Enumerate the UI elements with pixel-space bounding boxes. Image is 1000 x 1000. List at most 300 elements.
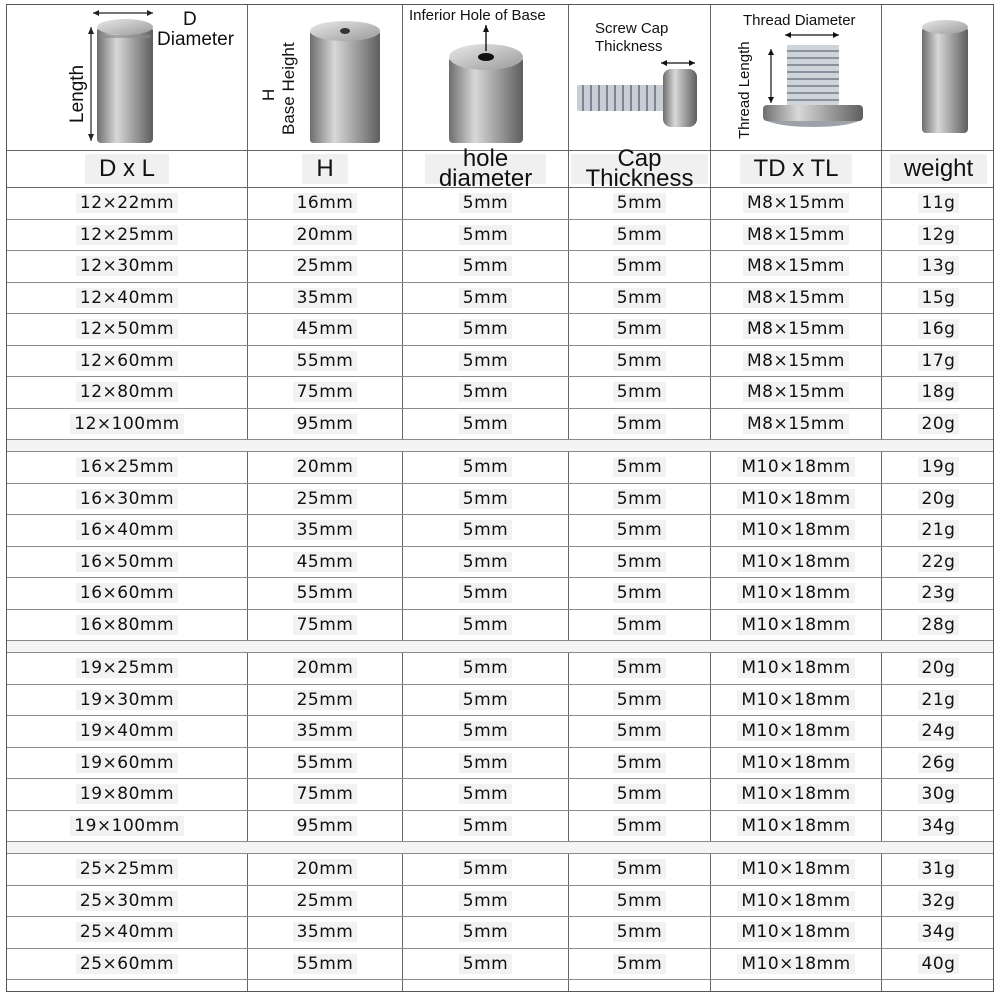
- weight-cell: [882, 346, 995, 377]
- cap-thickness-cell: [569, 377, 710, 408]
- header-cap-thickness: Cap Thickness: [569, 151, 710, 187]
- base-height-diagram: [248, 5, 402, 149]
- size-cell: [7, 653, 247, 684]
- thread-cell-text: M8×15mm: [743, 256, 849, 276]
- base-height-cell-text: 25mm: [293, 690, 358, 710]
- group-separator: [7, 842, 993, 854]
- table-row: [7, 547, 993, 579]
- thread-cell: [711, 886, 881, 917]
- cap-thickness-cell: [569, 346, 710, 377]
- table-row: [7, 515, 993, 547]
- base-height-cell-text: 35mm: [293, 721, 358, 741]
- thread-cell: [711, 917, 881, 948]
- size-cell-text: 25×40mm: [76, 922, 178, 942]
- hole-diameter-cell: [403, 377, 568, 408]
- base-height-cell: [248, 188, 402, 219]
- cap-thickness-cell-text: 5mm: [613, 922, 666, 942]
- cap-thickness-cell-text: 5mm: [613, 351, 666, 371]
- cap-thickness-cell-text: 5mm: [613, 615, 666, 635]
- hole-diameter-cell: [403, 748, 568, 779]
- weight-cell-text: 12g: [918, 225, 960, 245]
- size-cell: [7, 283, 247, 314]
- weight-cell: [882, 917, 995, 948]
- base-height-cell-text: 35mm: [293, 288, 358, 308]
- weight-cell: [882, 452, 995, 483]
- cap-thickness-cell-text: 5mm: [613, 658, 666, 678]
- header-tdtl: TD x TL: [711, 151, 881, 187]
- cap-thickness-cell: [569, 515, 710, 546]
- hole-diameter-cell-text: 5mm: [459, 489, 512, 509]
- base-height-cell: [248, 484, 402, 515]
- thread-cell: [711, 377, 881, 408]
- thread-cell: [711, 220, 881, 251]
- table-row: [7, 716, 993, 748]
- cap-thickness-cell: [569, 188, 710, 219]
- base-height-cell-text: 20mm: [293, 457, 358, 477]
- group-separator: [7, 440, 993, 452]
- table-row: [7, 377, 993, 409]
- table-row: [7, 251, 993, 283]
- size-cell-text: 16×80mm: [76, 615, 178, 635]
- thread-cell: [711, 188, 881, 219]
- size-cell-text: 12×40mm: [76, 288, 178, 308]
- size-cell-text: 12×25mm: [76, 225, 178, 245]
- cap-thickness-cell: [569, 854, 710, 885]
- thread-cell: [711, 610, 881, 641]
- weight-cell-text: 13g: [918, 256, 960, 276]
- cap-thickness-cell-text: 5mm: [613, 288, 666, 308]
- weight-cell: [882, 685, 995, 716]
- table-row: [7, 779, 993, 811]
- weight-cell: [882, 886, 995, 917]
- weight-cell-text: 21g: [918, 690, 960, 710]
- hole-diameter-cell-text: 5mm: [459, 721, 512, 741]
- base-height-cell: [248, 685, 402, 716]
- hole-diameter-cell-text: 5mm: [459, 690, 512, 710]
- thread-cell: [711, 515, 881, 546]
- thread-cell: [711, 547, 881, 578]
- d-label: D: [183, 9, 197, 30]
- base-height-cell: [248, 886, 402, 917]
- thread-cell: [711, 409, 881, 440]
- hole-diameter-cell: [403, 610, 568, 641]
- thread-cell: [711, 653, 881, 684]
- thread-diagram: [711, 5, 881, 149]
- thread-cell-text: M10×18mm: [737, 721, 854, 741]
- size-cell-text: 19×60mm: [76, 753, 178, 773]
- table-row: [7, 484, 993, 516]
- cap-thickness-cell: [569, 314, 710, 345]
- size-cell: [7, 917, 247, 948]
- weight-cell-text: 19g: [918, 457, 960, 477]
- cap-thickness-cell-text: 5mm: [613, 193, 666, 213]
- screw-cap-label: Screw Cap: [595, 20, 669, 37]
- hole-diameter-cell-text: 5mm: [459, 457, 512, 477]
- hole-diameter-cell: [403, 854, 568, 885]
- size-cell: [7, 610, 247, 641]
- standoff-illustration: [7, 5, 247, 149]
- base-height-cell-text: 45mm: [293, 319, 358, 339]
- base-illustration: [248, 5, 402, 149]
- base-height-cell-text: 95mm: [293, 414, 358, 434]
- base-height-cell: [248, 251, 402, 282]
- size-cell: [7, 811, 247, 842]
- weight-cell: [882, 547, 995, 578]
- thread-illustration: [711, 5, 881, 149]
- size-cell-text: 12×22mm: [76, 193, 178, 213]
- thread-length-label: Thread Length: [736, 41, 753, 139]
- weight-cell-text: 40g: [918, 954, 960, 974]
- spec-sheet: [6, 4, 994, 992]
- table-row: [7, 220, 993, 252]
- table-row: [7, 610, 993, 642]
- weight-cell: [882, 653, 995, 684]
- hole-diameter-cell-text: 5mm: [459, 552, 512, 572]
- thread-cell-text: M10×18mm: [737, 520, 854, 540]
- weight-cell-text: 20g: [918, 414, 960, 434]
- base-height-cell-text: 55mm: [293, 583, 358, 603]
- base-height-cell: [248, 547, 402, 578]
- weight-cell-text: 17g: [918, 351, 960, 371]
- weight-cell-text: 34g: [918, 816, 960, 836]
- thread-cell: [711, 685, 881, 716]
- thread-cell-text: M10×18mm: [737, 859, 854, 879]
- weight-cell: [882, 748, 995, 779]
- cap-thickness-cell-text: 5mm: [613, 891, 666, 911]
- weight-cell-text: 21g: [918, 520, 960, 540]
- weight-cell: [882, 716, 995, 747]
- cap-thickness-cell: [569, 283, 710, 314]
- hole-diameter-cell-text: 5mm: [459, 288, 512, 308]
- thread-cell-text: M10×18mm: [737, 658, 854, 678]
- size-cell: [7, 314, 247, 345]
- hole-diameter-cell-text: 5mm: [459, 615, 512, 635]
- size-cell-text: 12×60mm: [76, 351, 178, 371]
- size-cell: [7, 346, 247, 377]
- thread-cell-text: M8×15mm: [743, 225, 849, 245]
- thread-cell-text: M8×15mm: [743, 193, 849, 213]
- table-row: [7, 886, 993, 918]
- weight-cell-text: 32g: [918, 891, 960, 911]
- thread-cell-text: M10×18mm: [737, 457, 854, 477]
- hole-diameter-cell: [403, 949, 568, 980]
- hole-diameter-cell: [403, 188, 568, 219]
- hole-diameter-cell: [403, 685, 568, 716]
- size-cell: [7, 685, 247, 716]
- base-height-cell: [248, 283, 402, 314]
- size-cell-text: 16×40mm: [76, 520, 178, 540]
- cap-thickness-cell: [569, 949, 710, 980]
- size-cell-text: 19×40mm: [76, 721, 178, 741]
- hole-diameter-cell-text: 5mm: [459, 859, 512, 879]
- hole-illustration: [403, 5, 568, 149]
- hole-diameter-cell-text: 5mm: [459, 351, 512, 371]
- hole-diameter-cell: [403, 547, 568, 578]
- weight-cell-text: 31g: [918, 859, 960, 879]
- hole-diameter-cell-text: 5mm: [459, 922, 512, 942]
- hole-diameter-cell: [403, 220, 568, 251]
- table-row: [7, 346, 993, 378]
- cap-thickness-cell-text: 5mm: [613, 414, 666, 434]
- thread-cell: [711, 283, 881, 314]
- cap-thickness-cell-text: 5mm: [613, 690, 666, 710]
- thread-diameter-label: Thread Diameter: [743, 12, 856, 29]
- base-height-cell: [248, 610, 402, 641]
- base-height-cell-text: 55mm: [293, 753, 358, 773]
- size-cell: [7, 484, 247, 515]
- cap-thickness-cell: [569, 547, 710, 578]
- size-cell-text: 16×25mm: [76, 457, 178, 477]
- size-cell: [7, 251, 247, 282]
- weight-cell: [882, 484, 995, 515]
- thread-cell: [711, 811, 881, 842]
- weight-cell-text: 20g: [918, 658, 960, 678]
- cap-thickness-cell-text: 5mm: [613, 552, 666, 572]
- table-row: [7, 653, 993, 685]
- cap-thickness-cell-text: 5mm: [613, 859, 666, 879]
- header-dxl: D x L: [7, 151, 247, 187]
- weight-cell: [882, 188, 995, 219]
- size-cell: [7, 949, 247, 980]
- weight-cell: [882, 409, 995, 440]
- cap-thickness-cell-text: 5mm: [613, 784, 666, 804]
- table-row: [7, 685, 993, 717]
- weight-cell-text: 16g: [918, 319, 960, 339]
- cap-thickness-cell-text: 5mm: [613, 954, 666, 974]
- size-cell-text: 19×100mm: [70, 816, 183, 836]
- base-height-cell-text: 20mm: [293, 225, 358, 245]
- cap-thickness-cell: [569, 610, 710, 641]
- hole-diameter-cell-text: 5mm: [459, 414, 512, 434]
- size-cell-text: 16×30mm: [76, 489, 178, 509]
- table-row: [7, 748, 993, 780]
- size-cell-text: 25×25mm: [76, 859, 178, 879]
- base-height-cell-text: 55mm: [293, 351, 358, 371]
- thread-cell-text: M10×18mm: [737, 552, 854, 572]
- hole-diameter-cell-text: 5mm: [459, 520, 512, 540]
- cap-thickness-cell: [569, 779, 710, 810]
- base-height-cell-text: 16mm: [293, 193, 358, 213]
- cap-thickness-cell-text: 5mm: [613, 753, 666, 773]
- hole-diameter-cell-text: 5mm: [459, 658, 512, 678]
- hole-diagram: [403, 5, 568, 149]
- thread-cell-text: M10×18mm: [737, 583, 854, 603]
- cap-thickness-cell-text: 5mm: [613, 520, 666, 540]
- base-height-cell: [248, 779, 402, 810]
- base-height-cell-text: 25mm: [293, 891, 358, 911]
- weight-cell-text: 24g: [918, 721, 960, 741]
- size-cell: [7, 452, 247, 483]
- weight-cell: [882, 578, 995, 609]
- weight-cell: [882, 854, 995, 885]
- table-row: [7, 452, 993, 484]
- thread-cell: [711, 346, 881, 377]
- weight-cell: [882, 515, 995, 546]
- thread-cell-text: M8×15mm: [743, 319, 849, 339]
- base-height-cell-text: 55mm: [293, 954, 358, 974]
- cap-thickness-cell-text: 5mm: [613, 721, 666, 741]
- cap-thickness-cell-text: 5mm: [613, 816, 666, 836]
- hole-diameter-cell-text: 5mm: [459, 225, 512, 245]
- cap-thickness-cell: [569, 748, 710, 779]
- thread-cell: [711, 578, 881, 609]
- thread-cell: [711, 949, 881, 980]
- size-cell: [7, 377, 247, 408]
- weight-cell: [882, 779, 995, 810]
- size-cell-text: 16×50mm: [76, 552, 178, 572]
- base-height-cell-text: 20mm: [293, 658, 358, 678]
- base-height-cell: [248, 653, 402, 684]
- table-row: [7, 811, 993, 843]
- cap-thickness-cell: [569, 578, 710, 609]
- weight-cell-text: 15g: [918, 288, 960, 308]
- diameter-label: Diameter: [157, 29, 235, 50]
- base-height-cell: [248, 854, 402, 885]
- thickness-label: Thickness: [595, 38, 663, 55]
- base-height-cell: [248, 949, 402, 980]
- cap-thickness-cell-text: 5mm: [613, 489, 666, 509]
- h-label: H: [259, 88, 278, 101]
- size-cell: [7, 886, 247, 917]
- group-separator: [7, 641, 993, 653]
- screw-illustration: [569, 5, 710, 149]
- size-cell: [7, 748, 247, 779]
- cap-thickness-cell: [569, 811, 710, 842]
- thread-cell-text: M10×18mm: [737, 615, 854, 635]
- base-height-cell-text: 25mm: [293, 489, 358, 509]
- size-cell: [7, 854, 247, 885]
- table-row: [7, 283, 993, 315]
- table-row: [7, 188, 993, 220]
- cap-thickness-cell-text: 5mm: [613, 457, 666, 477]
- cap-thickness-cell: [569, 220, 710, 251]
- table-row: [7, 917, 993, 949]
- standoff-small-illustration: [882, 5, 995, 149]
- hole-diameter-cell: [403, 346, 568, 377]
- hole-diameter-cell: [403, 779, 568, 810]
- base-height-cell: [248, 917, 402, 948]
- weight-cell: [882, 811, 995, 842]
- base-height-cell-text: 75mm: [293, 382, 358, 402]
- table-row: [7, 949, 993, 981]
- weight-cell-text: 28g: [918, 615, 960, 635]
- hole-diameter-cell: [403, 653, 568, 684]
- weight-cell: [882, 220, 995, 251]
- size-cell: [7, 578, 247, 609]
- base-height-cell-text: 25mm: [293, 256, 358, 276]
- weight-cell-text: 18g: [918, 382, 960, 402]
- thread-cell: [711, 484, 881, 515]
- thread-cell-text: M10×18mm: [737, 784, 854, 804]
- hole-diameter-cell: [403, 283, 568, 314]
- table-row: [7, 578, 993, 610]
- hole-diameter-cell: [403, 314, 568, 345]
- weight-cell-text: 23g: [918, 583, 960, 603]
- thread-cell: [711, 716, 881, 747]
- cap-thickness-cell: [569, 886, 710, 917]
- cap-thickness-cell: [569, 653, 710, 684]
- size-cell: [7, 515, 247, 546]
- thread-cell: [711, 452, 881, 483]
- base-height-cell: [248, 811, 402, 842]
- hole-diameter-cell-text: 5mm: [459, 891, 512, 911]
- thread-cell-text: M8×15mm: [743, 351, 849, 371]
- base-height-cell: [248, 409, 402, 440]
- base-height-cell-text: 75mm: [293, 615, 358, 635]
- base-height-cell: [248, 377, 402, 408]
- hole-diameter-cell: [403, 811, 568, 842]
- thread-cell: [711, 779, 881, 810]
- base-height-label: Base Height: [279, 42, 298, 135]
- weight-cell-text: 22g: [918, 552, 960, 572]
- cap-thickness-cell-text: 5mm: [613, 256, 666, 276]
- hole-diameter-cell-text: 5mm: [459, 784, 512, 804]
- hole-diameter-cell-text: 5mm: [459, 753, 512, 773]
- cap-thickness-cell-text: 5mm: [613, 225, 666, 245]
- weight-cell: [882, 949, 995, 980]
- size-cell-text: 16×60mm: [76, 583, 178, 603]
- thread-cell-text: M8×15mm: [743, 382, 849, 402]
- weight-cell-text: 20g: [918, 489, 960, 509]
- thread-cell-text: M10×18mm: [737, 753, 854, 773]
- base-height-cell: [248, 220, 402, 251]
- table-row: [7, 409, 993, 441]
- hole-diameter-cell-text: 5mm: [459, 319, 512, 339]
- base-height-cell-text: 45mm: [293, 552, 358, 572]
- cap-thickness-cell-text: 5mm: [613, 319, 666, 339]
- header-h: H: [248, 151, 402, 187]
- cap-thickness-cell: [569, 452, 710, 483]
- hole-diameter-cell: [403, 917, 568, 948]
- weight-cell-text: 11g: [918, 193, 960, 213]
- size-cell: [7, 547, 247, 578]
- weight-cell: [882, 314, 995, 345]
- size-cell-text: 19×80mm: [76, 784, 178, 804]
- hole-diameter-cell-text: 5mm: [459, 382, 512, 402]
- size-cell-text: 12×100mm: [70, 414, 183, 434]
- header-weight: weight: [882, 151, 995, 187]
- thread-cell-text: M10×18mm: [737, 816, 854, 836]
- thread-cell-text: M10×18mm: [737, 489, 854, 509]
- base-height-cell-text: 35mm: [293, 922, 358, 942]
- base-height-cell: [248, 346, 402, 377]
- hole-diameter-cell: [403, 452, 568, 483]
- table-row: [7, 314, 993, 346]
- size-cell: [7, 716, 247, 747]
- thread-cell-text: M10×18mm: [737, 690, 854, 710]
- size-cell-text: 25×60mm: [76, 954, 178, 974]
- size-cell-text: 19×25mm: [76, 658, 178, 678]
- diameter-length-diagram: [7, 5, 247, 149]
- cap-thickness-cell: [569, 685, 710, 716]
- cap-thickness-cell: [569, 251, 710, 282]
- table-header: [7, 145, 993, 192]
- weight-cell-text: 30g: [918, 784, 960, 804]
- size-cell-text: 12×50mm: [76, 319, 178, 339]
- thread-cell: [711, 314, 881, 345]
- weight-cell-text: 26g: [918, 753, 960, 773]
- weight-cell: [882, 610, 995, 641]
- thread-cell-text: M10×18mm: [737, 954, 854, 974]
- hole-diameter-cell-text: 5mm: [459, 954, 512, 974]
- base-height-cell-text: 75mm: [293, 784, 358, 804]
- weight-cell: [882, 283, 995, 314]
- weight-cell-text: 34g: [918, 922, 960, 942]
- hole-diameter-cell: [403, 716, 568, 747]
- base-height-cell: [248, 515, 402, 546]
- hole-diameter-cell: [403, 251, 568, 282]
- thread-cell-text: M10×18mm: [737, 891, 854, 911]
